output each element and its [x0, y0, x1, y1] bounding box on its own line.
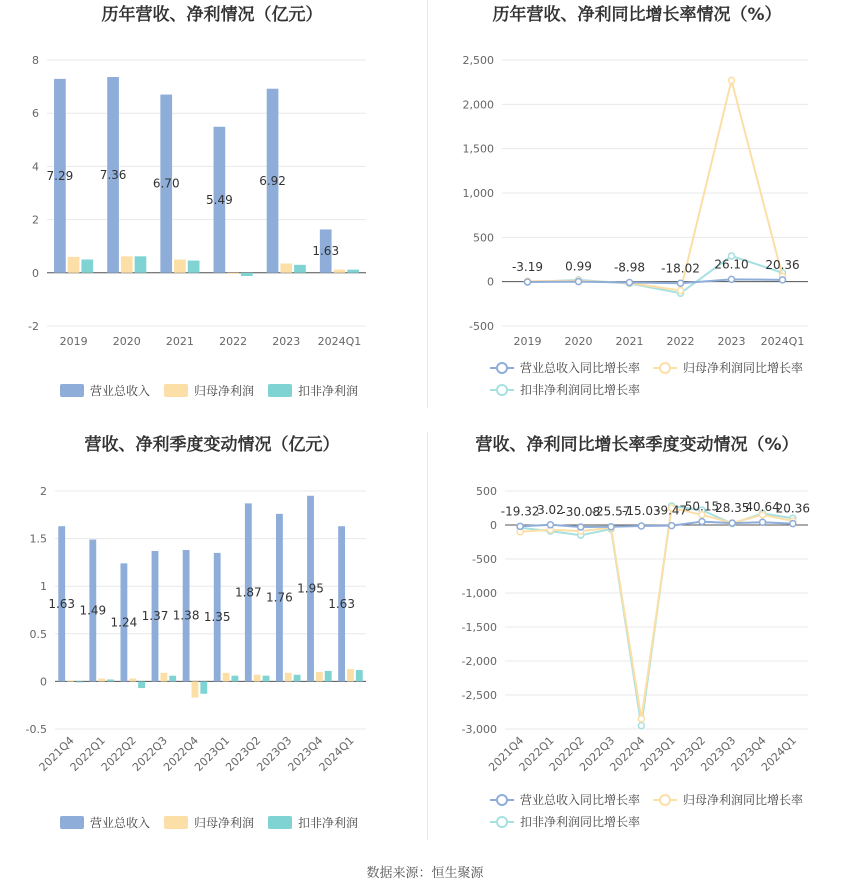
- point-营业总收入同比增长率: [608, 524, 614, 530]
- x-tick-label: 2022Q3: [577, 733, 618, 774]
- y-tick-label: 500: [473, 231, 494, 245]
- bar-归母净利润: [223, 673, 230, 682]
- legend-marker: [497, 385, 507, 395]
- point-营业总收入同比增长率: [627, 279, 633, 285]
- x-tick-label: 2020: [564, 335, 593, 348]
- x-tick-label: 2022Q1: [67, 733, 108, 774]
- bar-扣非净利润: [241, 273, 253, 276]
- source-footer: 数据来源：恒生聚源: [366, 866, 484, 881]
- legend-label: 扣非净利润同比增长率: [520, 383, 641, 397]
- bar-扣非净利润: [263, 676, 270, 682]
- legend-swatch: [164, 384, 188, 397]
- line-data-label: -3.19: [511, 259, 544, 274]
- x-tick-label: 2023Q2: [668, 733, 709, 774]
- point-营业总收入同比增长率: [517, 523, 523, 529]
- bar-扣非净利润: [231, 676, 238, 682]
- bar-扣非净利润: [325, 671, 332, 681]
- bar-data-label: 1.63: [48, 596, 76, 611]
- quarterly-growth-chart: [425, 430, 850, 860]
- legend-marker: [497, 795, 507, 805]
- y-tick-label: 2: [32, 213, 39, 227]
- point-营业总收入同比增长率: [638, 523, 644, 529]
- line-data-label: -8.98: [613, 260, 646, 275]
- y-tick-label: 1,000: [462, 187, 494, 200]
- y-tick-label: -0.5: [25, 723, 47, 736]
- y-tick-label: -1,000: [461, 587, 497, 600]
- x-tick-label: 2022: [219, 335, 248, 348]
- bar-data-label: 1.38: [172, 608, 200, 623]
- x-tick-label: 2022Q1: [516, 733, 557, 774]
- legend-swatch: [60, 384, 84, 397]
- y-tick-label: 2,500: [462, 54, 494, 67]
- y-tick-label: 1: [40, 580, 47, 594]
- legend-label: 扣非净利润: [298, 384, 359, 398]
- y-tick-label: 2: [40, 485, 47, 498]
- bar-归母净利润: [121, 256, 133, 272]
- point-营业总收入同比增长率: [729, 276, 735, 282]
- x-tick-label: 2021: [615, 335, 644, 348]
- legend-marker: [660, 363, 670, 373]
- legend-marker: [497, 363, 507, 373]
- bar-归母净利润: [192, 681, 199, 697]
- quarterly-amount-chart: [0, 430, 425, 860]
- x-tick-label: 2023: [717, 335, 746, 348]
- bar-归母净利润: [129, 679, 136, 682]
- point-归母净利润同比增长率: [678, 288, 684, 294]
- point-营业总收入同比增长率: [699, 519, 705, 525]
- bar-扣非净利润: [138, 681, 145, 688]
- x-tick-label: 2021Q4: [486, 733, 527, 774]
- line-data-label: 0.99: [565, 259, 592, 274]
- x-tick-label: 2023: [272, 335, 301, 348]
- legend-label: 营业总收入: [90, 816, 151, 830]
- legend-label: 归母净利润: [194, 384, 255, 398]
- y-tick-label: 500: [476, 485, 497, 498]
- y-tick-label: 8: [32, 54, 39, 67]
- line-data-label: -15.03: [622, 504, 661, 519]
- bar-归母净利润: [347, 669, 354, 681]
- y-tick-label: -500: [472, 553, 497, 566]
- legend-label: 营业总收入: [90, 384, 151, 398]
- point-扣非净利润同比增长率: [638, 723, 644, 729]
- bar-扣非净利润: [188, 261, 200, 273]
- point-营业总收入同比增长率: [578, 524, 584, 530]
- bar-归母净利润: [67, 680, 74, 681]
- divider-top: [427, 0, 428, 408]
- bar-归母净利润: [316, 672, 323, 682]
- x-tick-label: 2023Q1: [637, 733, 678, 774]
- legend-label: 归母净利润同比增长率: [683, 793, 804, 807]
- bar-扣非净利润: [107, 679, 114, 681]
- annual-amount-chart: [0, 0, 425, 430]
- bar-归母净利润: [160, 673, 167, 682]
- legend-label: 扣非净利润同比增长率: [520, 815, 641, 829]
- y-tick-label: 0: [40, 675, 47, 689]
- bar-data-label: 1.35: [203, 610, 231, 625]
- bar-归母净利润: [174, 260, 186, 273]
- x-tick-label: 2022Q4: [607, 733, 648, 774]
- line-data-label: 3.02: [537, 502, 564, 517]
- line-data-label: 40.64: [745, 500, 780, 515]
- bar-data-label: 7.36: [99, 167, 127, 182]
- line-data-label: 20.36: [775, 501, 811, 516]
- x-tick-label: 2024Q1: [317, 335, 362, 348]
- x-tick-label: 2022Q3: [129, 733, 170, 774]
- y-tick-label: -3,000: [461, 723, 497, 736]
- y-tick-label: 4: [32, 160, 39, 174]
- x-tick-label: 2021Q4: [36, 733, 77, 774]
- chart-title: 营收、净利季度变动情况（亿元）: [84, 435, 340, 455]
- x-tick-label: 2023Q3: [698, 733, 739, 774]
- y-tick-label: 0: [490, 519, 497, 532]
- x-tick-label: 2022Q2: [546, 733, 587, 774]
- point-营业总收入同比增长率: [729, 520, 735, 526]
- y-tick-label: -500: [469, 320, 494, 333]
- bar-扣非净利润: [294, 675, 301, 682]
- x-tick-label: 2024Q1: [316, 733, 357, 774]
- bar-data-label: 1.37: [141, 609, 169, 624]
- y-tick-label: 1.5: [29, 532, 47, 546]
- line-data-label: 20.36: [765, 257, 800, 272]
- legend-swatch: [60, 816, 84, 829]
- y-tick-label: -1,500: [461, 621, 497, 634]
- line-data-label: 50.15: [684, 499, 720, 514]
- bar-归母净利润: [285, 673, 292, 682]
- bar-data-label: 1.24: [110, 615, 138, 630]
- bar-扣非净利润: [76, 681, 83, 682]
- chart-title: 营收、净利同比增长率季度变动情况（%）: [475, 435, 799, 455]
- x-tick-label: 2021: [165, 335, 194, 348]
- point-营业总收入同比增长率: [525, 279, 531, 285]
- bar-data-label: 6.92: [259, 173, 286, 188]
- bar-归母净利润: [227, 273, 239, 274]
- point-营业总收入同比增长率: [576, 279, 582, 285]
- bar-归母净利润: [68, 257, 80, 273]
- chart-title: 历年营收、净利同比增长率情况（%）: [492, 5, 782, 25]
- bar-data-label: 1.95: [297, 581, 324, 596]
- bar-归母净利润: [334, 270, 346, 273]
- legend-swatch: [268, 384, 292, 397]
- bar-扣非净利润: [356, 670, 363, 681]
- annual-growth-chart: [425, 0, 850, 430]
- bar-data-label: 1.76: [266, 590, 293, 605]
- divider-bottom: [427, 432, 428, 840]
- point-营业总收入同比增长率: [780, 277, 786, 283]
- y-tick-label: 2,000: [462, 98, 494, 112]
- bar-归母净利润: [98, 679, 105, 682]
- bar-扣非净利润: [81, 260, 93, 273]
- x-tick-label: 2023Q1: [192, 733, 233, 774]
- x-tick-label: 2023Q4: [285, 733, 326, 774]
- y-tick-label: 0: [32, 266, 39, 280]
- x-tick-label: 2019: [59, 335, 88, 348]
- y-tick-label: -2,000: [461, 655, 497, 668]
- x-tick-label: 2022Q4: [161, 733, 202, 774]
- x-tick-label: 2024Q1: [758, 733, 799, 774]
- y-tick-label: 6: [32, 107, 39, 121]
- y-tick-label: -2: [28, 320, 39, 333]
- y-tick-label: 0: [487, 275, 494, 289]
- x-tick-label: 2022: [666, 335, 695, 348]
- line-归母净利润同比增长率: [520, 508, 793, 719]
- y-tick-label: 0.5: [29, 627, 47, 641]
- legend-label: 营业总收入同比增长率: [520, 361, 641, 375]
- y-tick-label: 1,500: [462, 142, 494, 156]
- x-tick-label: 2022Q2: [98, 733, 139, 774]
- bar-data-label: 7.29: [46, 168, 74, 183]
- point-归母净利润同比增长率: [729, 77, 735, 83]
- bar-扣非净利润: [169, 676, 176, 682]
- point-营业总收入同比增长率: [547, 522, 553, 528]
- bar-data-label: 5.49: [206, 192, 233, 207]
- legend-swatch: [268, 816, 292, 829]
- line-data-label: -9.47: [656, 503, 688, 518]
- legend-label: 营业总收入同比增长率: [520, 793, 641, 807]
- legend-label: 扣非净利润: [298, 816, 359, 830]
- bar-data-label: 1.49: [79, 603, 107, 618]
- point-营业总收入同比增长率: [669, 523, 675, 529]
- line-data-label: 26.10: [714, 257, 749, 272]
- line-data-label: -18.02: [661, 261, 700, 276]
- point-营业总收入同比增长率: [760, 519, 766, 525]
- legend-marker: [497, 817, 507, 827]
- chart-title: 历年营收、净利情况（亿元）: [101, 5, 323, 25]
- y-tick-label: -2,500: [461, 689, 497, 702]
- bar-data-label: 1.87: [234, 585, 262, 600]
- point-营业总收入同比增长率: [678, 280, 684, 286]
- legend-marker: [660, 795, 670, 805]
- x-tick-label: 2023Q4: [728, 733, 769, 774]
- x-tick-label: 2019: [513, 335, 542, 348]
- bar-data-label: 1.63: [312, 244, 340, 259]
- bar-扣非净利润: [347, 270, 359, 273]
- line-data-label: -25.57: [591, 504, 631, 519]
- bar-扣非净利润: [294, 265, 306, 273]
- bar-归母净利润: [254, 675, 261, 682]
- line-data-label: 28.35: [715, 501, 750, 516]
- bar-扣非净利润: [135, 256, 147, 272]
- bar-归母净利润: [280, 263, 292, 272]
- legend-label: 归母净利润: [194, 816, 255, 830]
- point-归母净利润同比增长率: [638, 716, 644, 722]
- x-tick-label: 2023Q2: [223, 733, 264, 774]
- line-营业总收入同比增长率: [520, 522, 793, 527]
- bar-扣非净利润: [200, 681, 207, 693]
- x-tick-label: 2020: [112, 335, 141, 348]
- bar-data-label: 6.70: [152, 176, 180, 191]
- x-tick-label: 2023Q3: [254, 733, 295, 774]
- x-tick-label: 2024Q1: [760, 335, 805, 348]
- bar-data-label: 1.63: [328, 596, 355, 611]
- legend-swatch: [164, 816, 188, 829]
- line-data-label: -19.32: [500, 504, 540, 519]
- point-营业总收入同比增长率: [790, 521, 796, 527]
- legend-label: 归母净利润同比增长率: [683, 361, 804, 375]
- line-data-label: -30.08: [561, 505, 601, 520]
